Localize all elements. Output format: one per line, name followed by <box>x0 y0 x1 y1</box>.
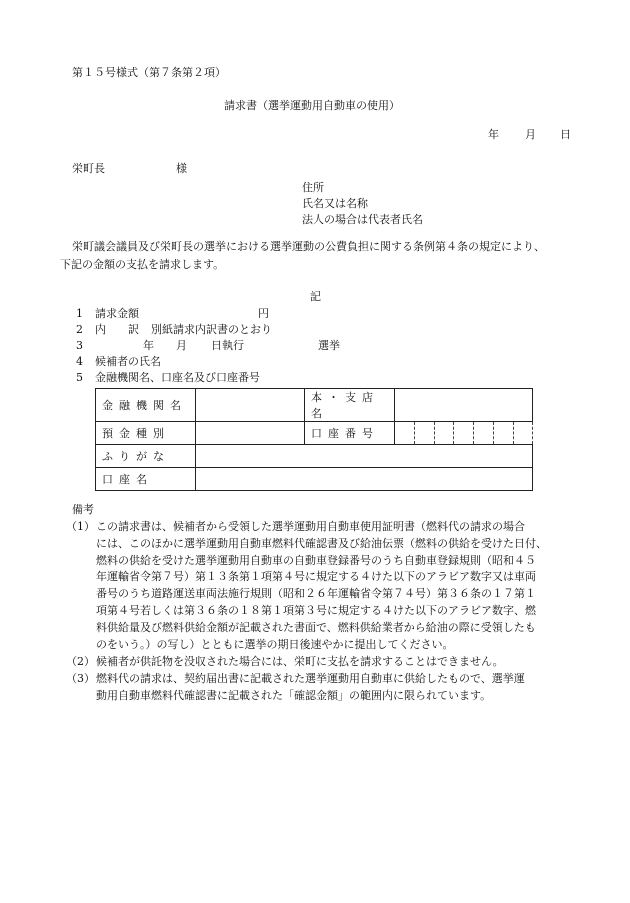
item-label: 請求金額 <box>95 307 139 320</box>
note-number: （1） <box>66 520 95 533</box>
note-line: 動用自動車燃料代確認書に記載された「確認金額」の範囲内に限られています。 <box>96 688 492 702</box>
note-line: のをいう。）の写し）とともに選挙の期日後速やかに提出してください。 <box>96 637 454 651</box>
item-value: 日執行 <box>211 339 244 352</box>
bank-name-field[interactable] <box>196 389 305 422</box>
note-item <box>66 654 586 671</box>
deposit-type-label: 預金種別 <box>96 422 196 445</box>
note-line: 番号のうち道路運送車両法施行規則（昭和２６年運輸省令第７４号）第３６条の１７第１ <box>96 587 536 601</box>
note-item <box>66 671 586 705</box>
note-line: には、このほかに選挙運動用自動車燃料代確認書及び給油伝票（燃料の供給を受けた日付、 <box>96 536 547 550</box>
ki-heading: 記 <box>310 290 321 303</box>
page-title: 請求書（選挙運動用自動車の使用） <box>224 99 400 112</box>
deposit-type-field[interactable] <box>196 422 305 445</box>
item-number: 4 <box>76 355 83 368</box>
addressee-name: 栄町長 <box>72 162 105 175</box>
note-line: 項第４号若しくは第３６条の１８第１項第３号に規定する４けた以下のアラビア数字、燃 <box>96 603 536 617</box>
furigana-field[interactable] <box>196 445 533 468</box>
date-month: 月 <box>525 128 536 141</box>
item-number: 5 <box>76 371 83 384</box>
account-digit-cell[interactable] <box>454 422 474 445</box>
item-label: 金融機関名、口座名及び口座番号 <box>95 371 260 384</box>
account-digit-cell[interactable] <box>434 422 454 445</box>
account-digit-cell[interactable] <box>414 422 434 445</box>
furigana-label: ふりがな <box>96 445 196 468</box>
note-item <box>66 519 586 653</box>
note-line: 候補者が供託物を没収された場合には、栄町に支払を請求することはできません。 <box>96 655 504 668</box>
note-line: 料供給量及び燃料供給金額が記載された書面で、燃料供給業者から給油の際に受領したも <box>96 620 536 634</box>
item-value: 円 <box>258 307 269 320</box>
item-value: 別紙請求内訳書のとおり <box>151 323 272 336</box>
account-digit-cell[interactable] <box>394 422 414 445</box>
note-line: 燃料の供給を受けた選挙運動用自動車の自動車登録番号のうち自動車登録規則（昭和４５ <box>96 553 536 567</box>
item-label: 年 <box>143 339 154 352</box>
notes-title: 備考 <box>72 503 94 516</box>
intro-text-line2: 下記の金額の支払を請求します。 <box>60 258 225 271</box>
bank-name-label: 金融機関名 <box>96 389 196 422</box>
item-value: 月 <box>176 339 187 352</box>
account-name-field[interactable] <box>196 468 533 491</box>
claimant-representative-label: 法人の場合は代表者氏名 <box>302 213 423 226</box>
account-number-label: 口座番号 <box>305 422 395 445</box>
claimant-name-label: 氏名又は名称 <box>302 197 368 210</box>
bank-table <box>95 388 533 491</box>
date-day: 日 <box>560 128 571 141</box>
intro-text-line1: 栄町議会議員及び栄町長の選挙における選挙運動の公費負担に関する条例第４条の規定により、 <box>72 240 545 253</box>
account-name-label: 口座名 <box>96 468 196 491</box>
note-line: 燃料代の請求は、契約届出書に記載された選挙運動用自動車に供給したもので、選挙運 <box>96 672 525 685</box>
account-digit-cell[interactable] <box>494 422 514 445</box>
addressee-honorific: 様 <box>176 162 187 175</box>
branch-label: 本・支店名 <box>305 389 395 422</box>
item-number: 3 <box>76 339 83 352</box>
note-number: （2） <box>66 655 95 668</box>
note-line: この請求書は、候補者から受領した選挙運動用自動車使用証明書（燃料代の請求の場合 <box>96 520 525 533</box>
item-value: 選挙 <box>318 339 340 352</box>
form-number: 第１５号様式（第７条第２項） <box>72 66 226 79</box>
item-label: 内 訳 <box>95 323 139 336</box>
item-number: 1 <box>76 307 83 320</box>
item-number: 2 <box>76 323 83 336</box>
note-line: 年運輸省令第７号）第１３条第１項第４号に規定する４けた以下のアラビア数字又は車両 <box>96 570 536 584</box>
date-year: 年 <box>488 128 499 141</box>
account-digit-cell[interactable] <box>474 422 494 445</box>
account-digit-cell[interactable] <box>513 422 532 445</box>
claimant-address-label: 住所 <box>302 181 324 194</box>
item-label: 候補者の氏名 <box>95 355 161 368</box>
note-number: （3） <box>66 672 95 685</box>
branch-field[interactable] <box>394 389 532 422</box>
